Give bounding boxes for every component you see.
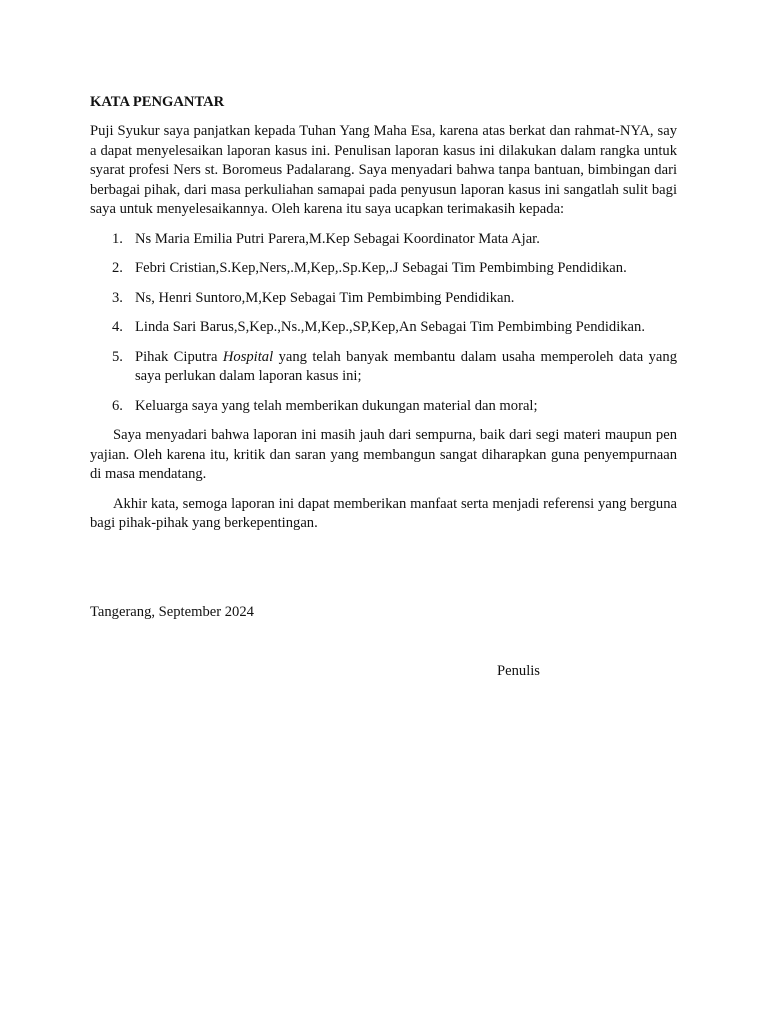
list-item xyxy=(90,289,677,309)
signer-label: Penulis xyxy=(497,663,540,679)
list-item-text-after: yang telah banyak membantu dalam usaha memperoleh data yang saya perlukan dalam laporan kasus ini; xyxy=(135,348,677,384)
intro-paragraph: Puji Syukur saya panjatkan kepada Tuhan Yang Maha Esa, karena atas berkat dan rahmat-NYA, saya dapat menyelesaikan laporan kasus ini. Penulisan laporan kasus ini dilakukan dalam rangka untuk syarat profesi Ners st. Boromeus Padalarang. Saya menyadari bahwa tanpa bantuan, bimbingan dari berbagai pihak, dari masa perkuliahan samapai pada penyusun laporan kasus ini sangatlah sulit bagi saya untuk menyelesaikannya. Oleh karena itu saya ucapkan terimakasih kepada: xyxy=(90,123,677,217)
place-date: Tangerang, September 2024 xyxy=(90,604,254,620)
list-number: 6. xyxy=(112,397,123,414)
list-item-italic-text: Hospital xyxy=(222,348,274,365)
list-item xyxy=(90,259,677,279)
list-item-text: Ns Maria Emilia Putri Parera,M.Kep Sebagai Koordinator Mata Ajar. xyxy=(135,230,540,247)
list-item xyxy=(90,318,677,338)
acknowledgement-list xyxy=(90,230,677,417)
list-number: 3. xyxy=(112,289,123,306)
list-item-text: Ns, Henri Suntoro,M,Kep Sebagai Tim Pembimbing Pendidikan. xyxy=(135,289,515,306)
list-item xyxy=(90,230,677,250)
list-number: 1. xyxy=(112,230,123,247)
list-number: 5. xyxy=(112,348,123,365)
list-item xyxy=(90,348,677,387)
document-body xyxy=(90,92,677,544)
page-title: KATA PENGANTAR xyxy=(90,94,225,110)
list-item-text-before: Pihak Ciputra xyxy=(135,348,223,365)
list-item-text: Febri Cristian,S.Kep,Ners,.M,Kep,.Sp.Kep,.J Sebagai Tim Pembimbing Pendidikan. xyxy=(135,260,627,276)
list-number: 2. xyxy=(112,260,123,276)
final-paragraph: Akhir kata, semoga laporan ini dapat memberikan manfaat serta menjadi referensi yang berguna bagi pihak-pihak yang berkepentingan. xyxy=(90,495,677,531)
list-number: 4. xyxy=(112,319,123,335)
list-item xyxy=(90,397,677,417)
list-item-text: Keluarga saya yang telah memberikan dukungan material dan moral; xyxy=(135,397,538,414)
list-item-text: Linda Sari Barus,S,Kep.,Ns.,M,Kep.,SP,Kep,An Sebagai Tim Pembimbing Pendidikan. xyxy=(135,319,645,335)
closing-paragraph: Saya menyadari bahwa laporan ini masih jauh dari sempurna, baik dari segi materi maupun penyajian. Oleh karena itu, kritik dan saran yang membangun sangat diharapkan guna penyempurnaan di masa mendatang. xyxy=(90,427,677,482)
